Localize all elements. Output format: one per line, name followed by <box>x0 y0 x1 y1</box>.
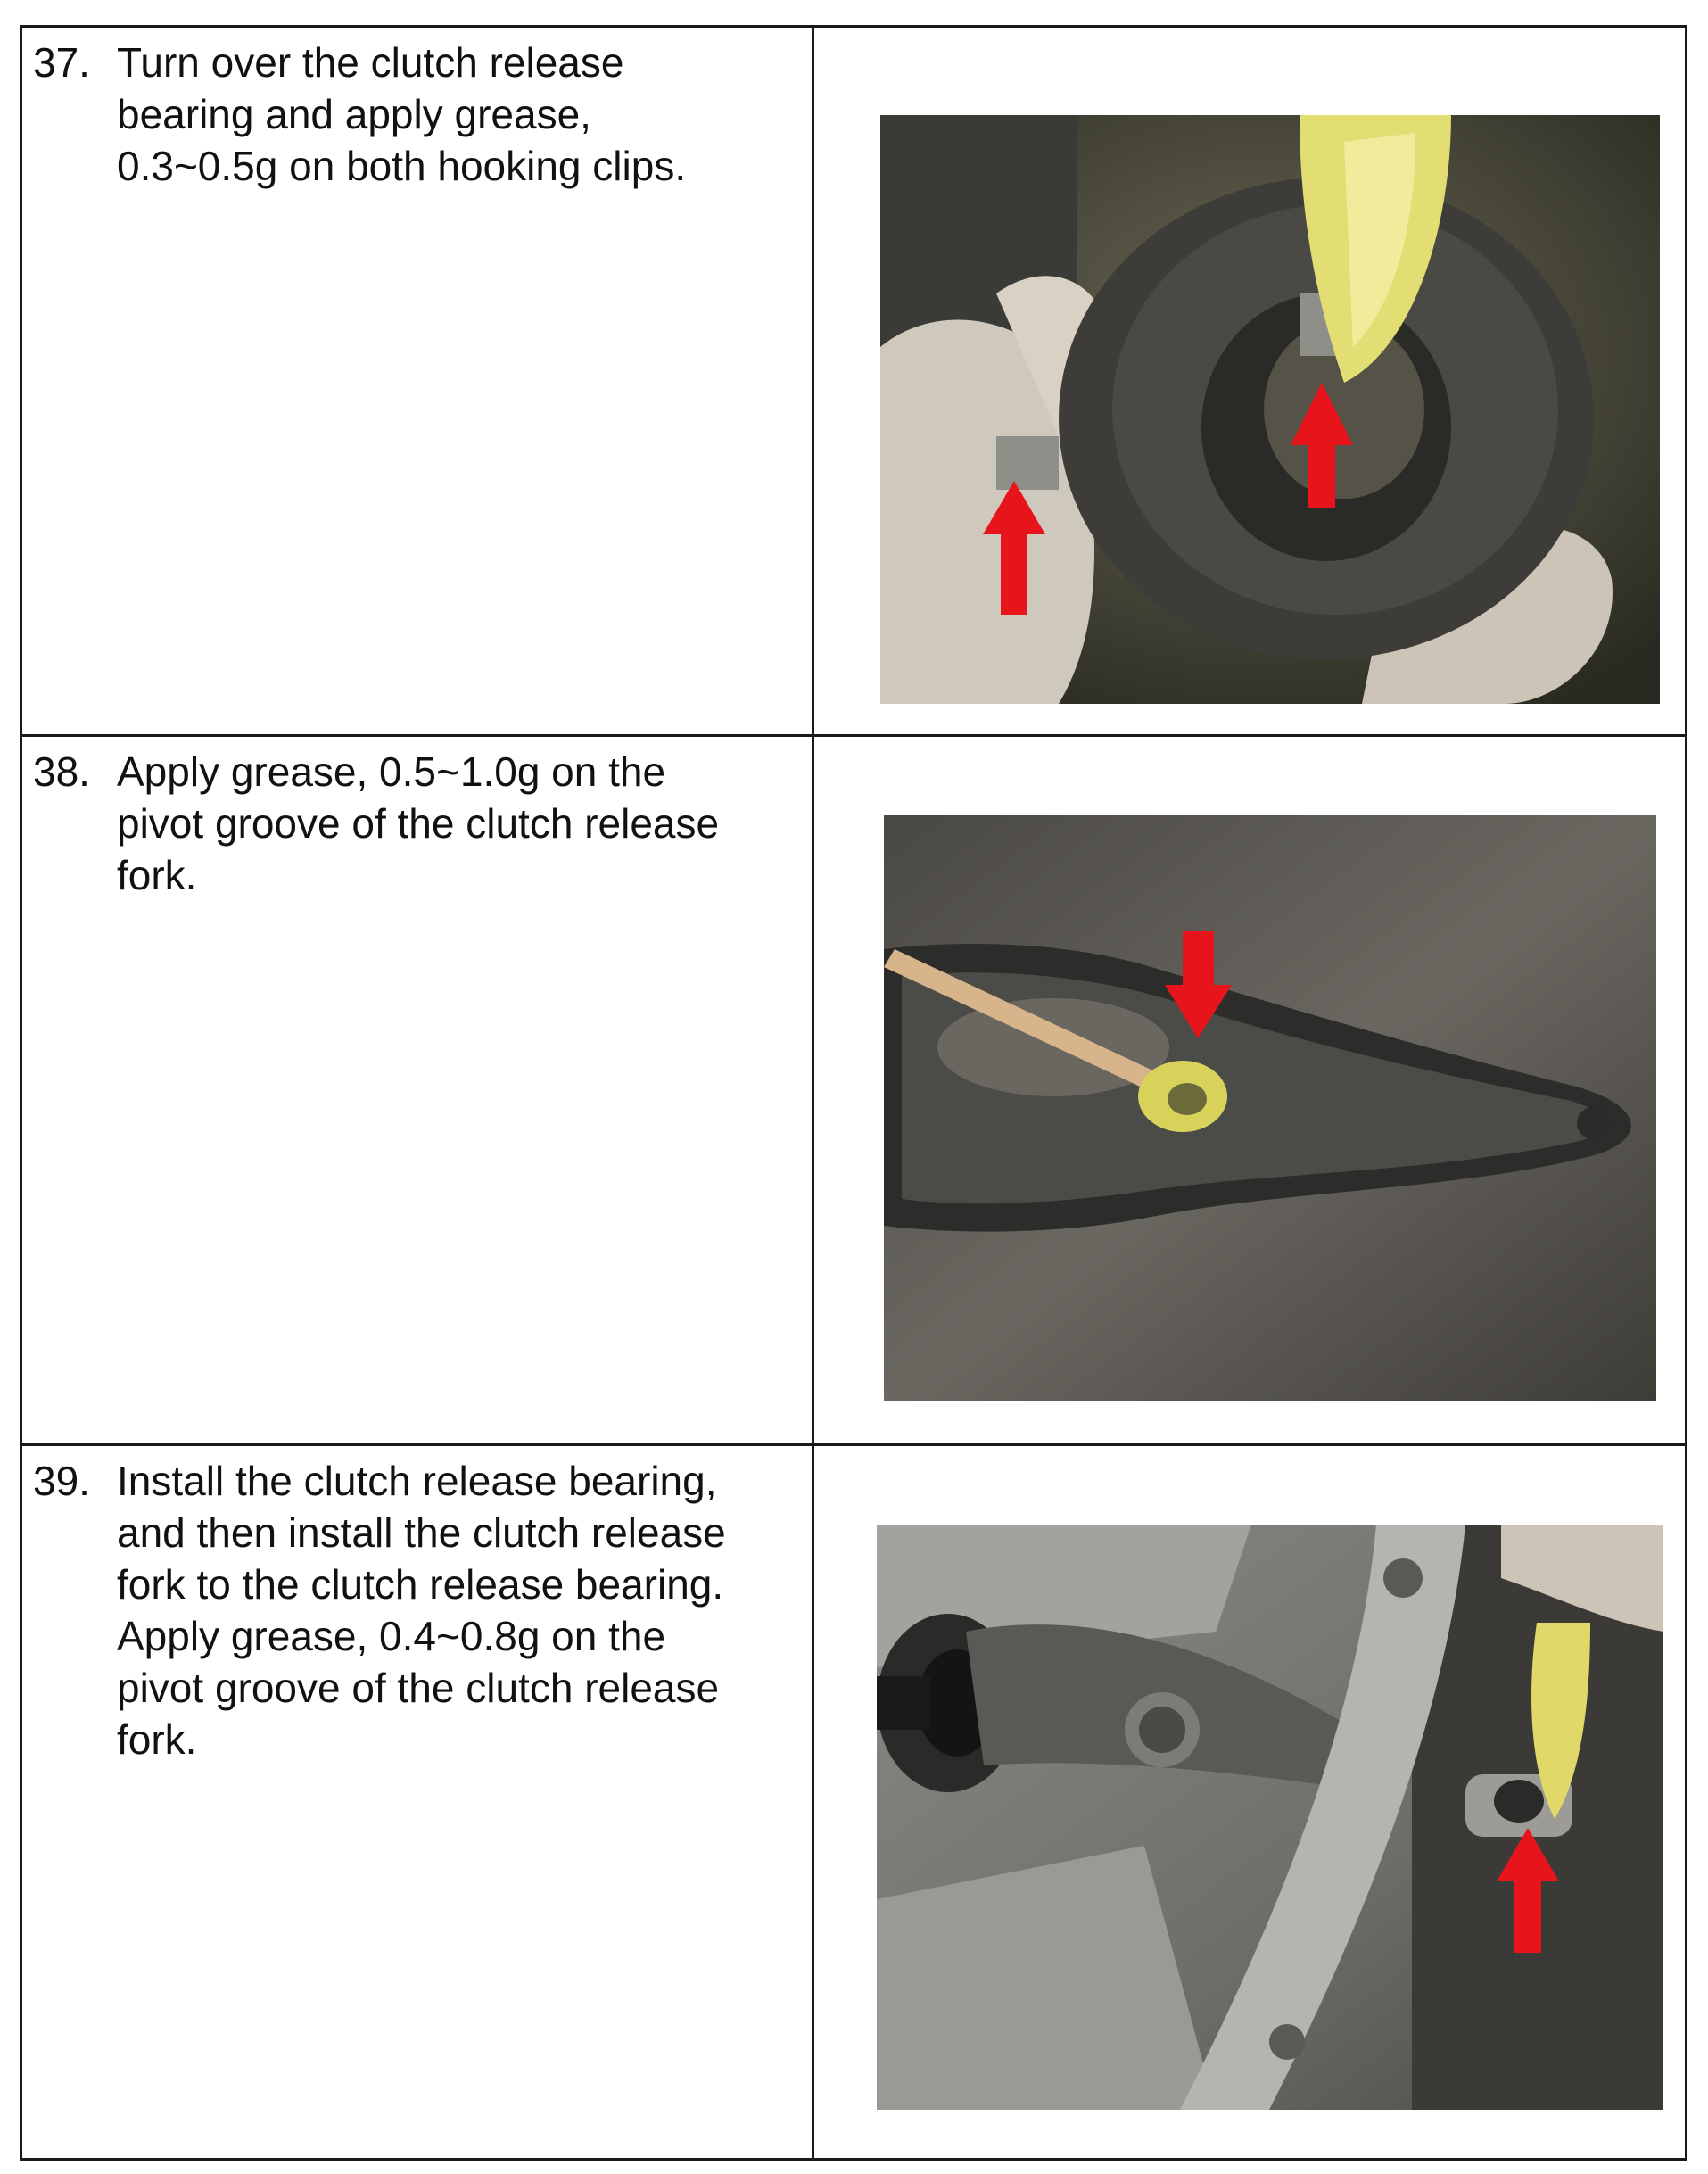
step-image-cell <box>814 28 1685 734</box>
step-instruction <box>33 1455 812 1765</box>
step-number: 37. <box>33 39 90 86</box>
step-line: and then install the clutch release <box>117 1509 726 1556</box>
photo-bearing-hooking-clips <box>880 115 1660 704</box>
step-line: 0.3~0.5g on both hooking clips. <box>117 143 687 189</box>
step-text-cell <box>22 737 814 1443</box>
step-line: Apply grease, 0.5~1.0g on the <box>117 748 666 795</box>
step-line: pivot groove of the clutch release <box>117 800 720 847</box>
step-line: Install the clutch release bearing, <box>117 1458 717 1504</box>
step-line: pivot groove of the clutch release <box>117 1665 720 1711</box>
step-number: 38. <box>33 748 90 795</box>
step-line: bearing and apply grease, <box>117 91 591 137</box>
step-instruction <box>33 37 812 192</box>
step-line: Apply grease, 0.4~0.8g on the <box>117 1613 666 1659</box>
procedure-table <box>20 25 1687 2161</box>
step-line: Turn over the clutch release <box>117 39 624 86</box>
step-row-37 <box>22 28 1685 737</box>
step-number: 39. <box>33 1458 90 1504</box>
step-line: fork. <box>117 852 197 898</box>
photo-release-fork-pivot <box>884 815 1656 1401</box>
step-text-cell <box>22 28 814 734</box>
step-instruction <box>33 746 812 901</box>
photo-installed-fork-and-bearing <box>877 1525 1663 2110</box>
step-image-cell <box>814 737 1685 1443</box>
step-text-cell <box>22 1446 814 2158</box>
step-line: fork to the clutch release bearing. <box>117 1561 724 1608</box>
step-row-38 <box>22 737 1685 1446</box>
step-line: fork. <box>117 1716 197 1763</box>
step-row-39 <box>22 1446 1685 2158</box>
step-image-cell <box>814 1446 1685 2158</box>
